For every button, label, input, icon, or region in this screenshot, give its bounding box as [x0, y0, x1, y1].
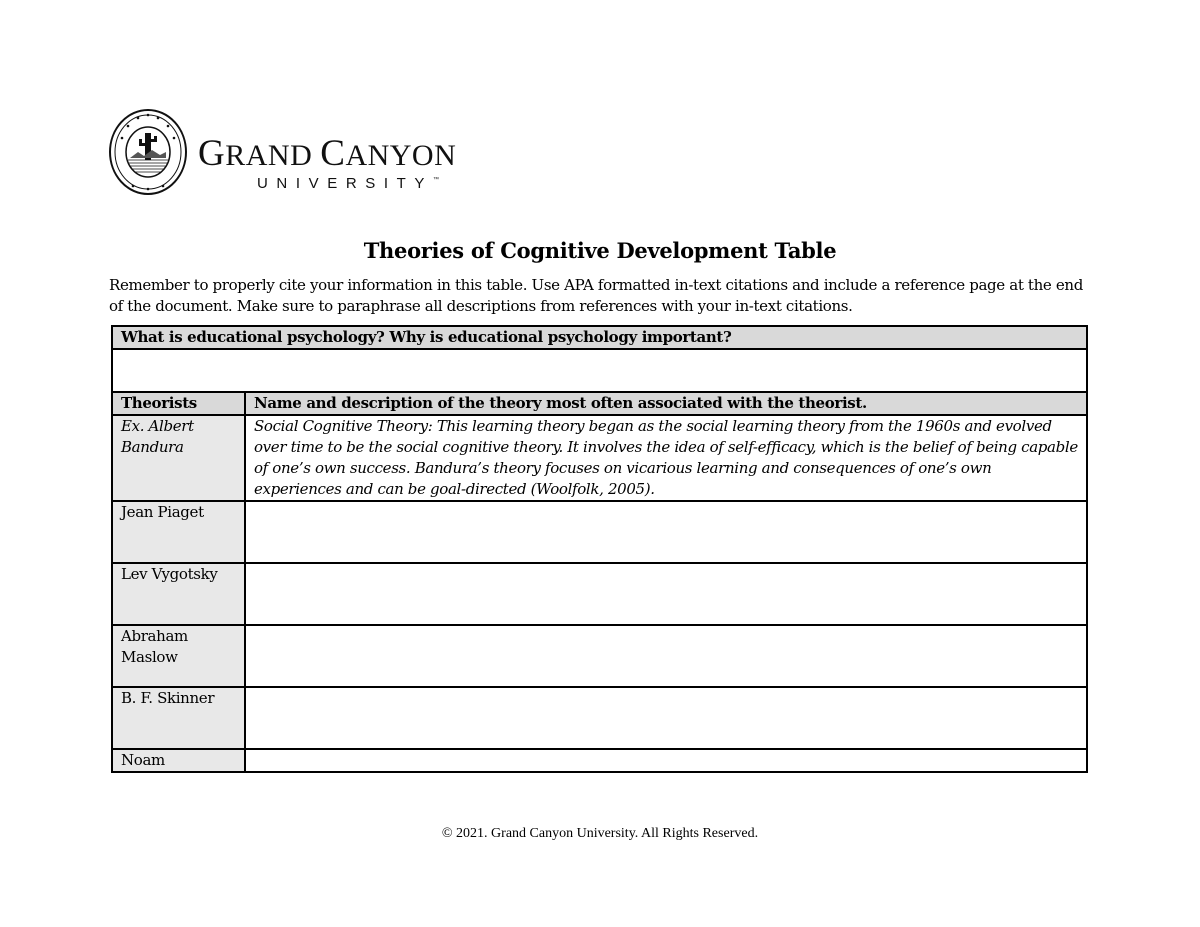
theorist-cell: Jean Piaget	[112, 501, 245, 563]
theorist-cell: Abraham Maslow	[112, 625, 245, 687]
table-row	[112, 749, 1087, 772]
table-row	[112, 563, 1087, 625]
theorist-cell: B. F. Skinner	[112, 687, 245, 749]
theory-cell: Social Cognitive Theory: This learning theory began as the social learning theory from the 1960s and evolved over time to be the social cognitive theory. It involves the idea of self-efficacy, which is the belief of being capable of one’s own success. Bandura’s theory focuses on vicarious learning and consequences of one’s own experiences and can be goal-directed (Woolfolk, 2005).	[245, 415, 1087, 501]
theorists-header: Theorists	[112, 392, 245, 415]
question-header: What is educational psychology? Why is educational psychology important?	[112, 326, 1087, 349]
table-row	[112, 415, 1087, 501]
table-row	[112, 625, 1087, 687]
theory-cell[interactable]	[245, 625, 1087, 687]
copyright-footer: © 2021. Grand Canyon University. All Rights Reserved.	[441, 826, 759, 841]
theory-cell[interactable]	[245, 687, 1087, 749]
wordmark-top: GRAND CANYON	[198, 133, 457, 174]
theories-table	[111, 325, 1088, 773]
gcu-logo	[108, 108, 488, 200]
university-wordmark	[198, 134, 456, 192]
theorist-cell: Noam	[112, 749, 245, 772]
instructions: Remember to properly cite your information in this table. Use APA formatted in-text citations and include a reference page at the end of the document. Make sure to paraphrase all descriptions from references with your in-text citations.	[109, 276, 1083, 315]
theory-header: Name and description of the theory most often associated with the theorist.	[245, 392, 1087, 415]
theorist-cell: Lev Vygotsky	[112, 563, 245, 625]
question-answer-cell[interactable]	[112, 349, 1087, 392]
wordmark-bottom: UNIVERSITY™	[257, 175, 440, 192]
theorist-cell: Ex. Albert Bandura	[112, 415, 245, 501]
university-seal-icon	[108, 108, 188, 196]
page-title: Theories of Cognitive Development Table	[363, 238, 837, 263]
table-row	[112, 501, 1087, 563]
theory-cell[interactable]	[245, 563, 1087, 625]
theory-cell[interactable]	[245, 749, 1087, 772]
table-row	[112, 687, 1087, 749]
theory-cell[interactable]	[245, 501, 1087, 563]
